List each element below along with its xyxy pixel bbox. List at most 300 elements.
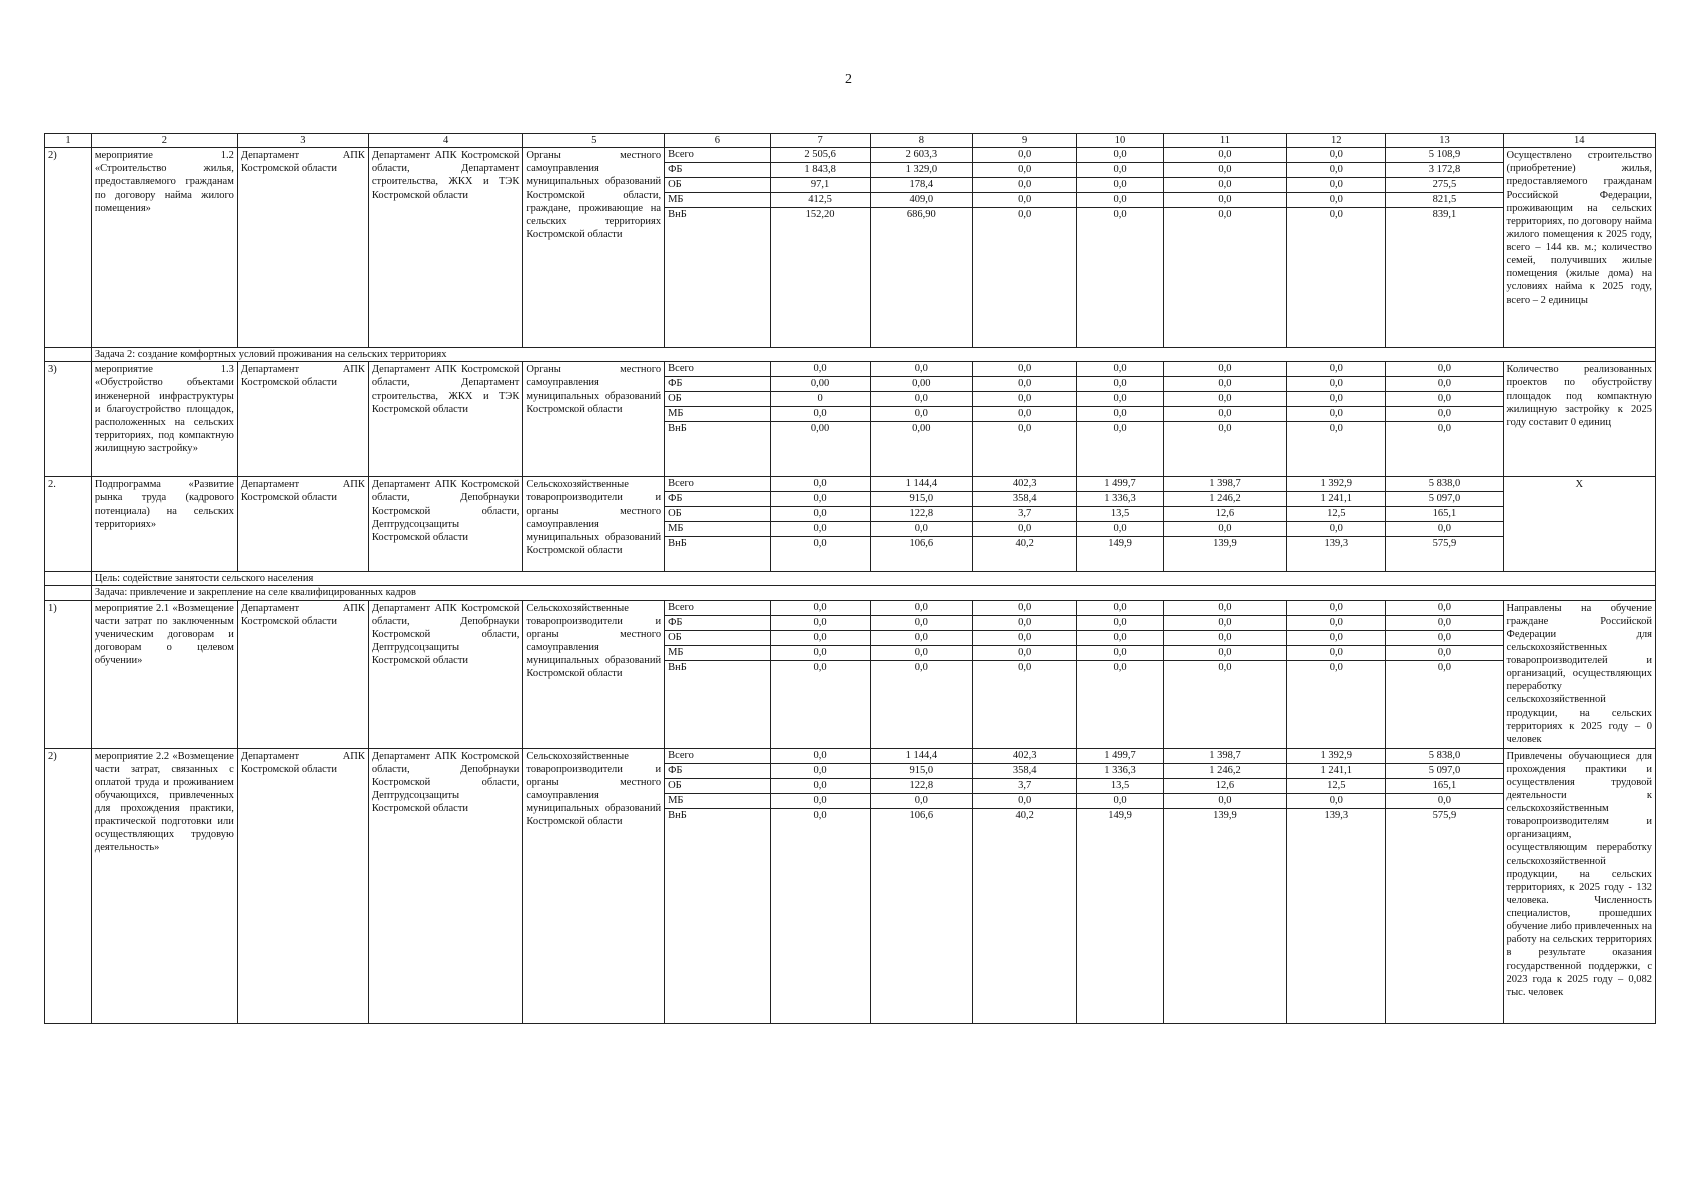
funding-col-11-value: 0,0	[1164, 601, 1287, 616]
funding-col-11-value: 0,0	[1164, 362, 1287, 377]
funding-col-8	[870, 148, 972, 348]
column-number: 5	[523, 134, 665, 148]
funding-col-8	[870, 362, 972, 477]
funding-col-8-value: 0,0	[871, 630, 972, 645]
funding-col-7-value: 0,0	[771, 522, 870, 537]
funding-col-11-value: 1 246,2	[1164, 763, 1287, 778]
funding-col-13-value: 0,0	[1386, 522, 1502, 537]
funding-col-11-value: 0,0	[1164, 178, 1287, 193]
column-number: 4	[368, 134, 522, 148]
funding-col-13	[1386, 748, 1503, 1023]
funding-col-11-value: 0,0	[1164, 193, 1287, 208]
funding-col-10-value: 0,0	[1077, 377, 1162, 392]
empty-cell	[45, 572, 92, 586]
funding-col-8-value: 1 144,4	[871, 477, 972, 492]
funding-col-12	[1287, 362, 1386, 477]
fund-source-value: ФБ	[665, 492, 769, 507]
funding-col-7-value: 0,0	[771, 601, 870, 616]
funding-col-10-value: 0,0	[1077, 178, 1162, 193]
funding-col-13-value: 165,1	[1386, 507, 1502, 522]
participants: Органы местного самоуправления муниципальных образований Костромской области, граждане, проживающие на сельских территориях Костромской области	[523, 148, 665, 348]
column-number: 14	[1503, 134, 1655, 148]
fund-source-value: МБ	[665, 645, 769, 660]
funding-col-7-value: 0,0	[771, 492, 870, 507]
funding-col-10-value: 0,0	[1077, 392, 1162, 407]
funding-col-9-value: 3,7	[973, 507, 1076, 522]
column-number: 8	[870, 134, 972, 148]
responsible-executor: Департамент АПК Костромской области	[237, 362, 368, 477]
funding-col-9-value: 0,0	[973, 377, 1076, 392]
funding-col-9-value: 0,0	[973, 793, 1076, 808]
funding-col-10-value: 0,0	[1077, 793, 1162, 808]
co-executors: Департамент АПК Костромской области, Департамент строительства, ЖКХ и ТЭК Костромской области	[368, 362, 522, 477]
funding-col-9-value: 0,0	[973, 148, 1076, 163]
funding-col-10-value: 0,0	[1077, 148, 1162, 163]
funding-col-10	[1077, 477, 1163, 572]
funding-col-12-value: 0,0	[1287, 362, 1385, 377]
funding-col-9-value: 0,0	[1018, 661, 1032, 673]
funding-col-8-value: 0,0	[871, 392, 972, 407]
funding-col-11-value: 0,0	[1218, 209, 1232, 221]
funding-col-10	[1077, 748, 1163, 1023]
funding-col-13-value: 3 172,8	[1386, 163, 1502, 178]
funding-col-10-value: 1 336,3	[1077, 763, 1162, 778]
column-number: 12	[1287, 134, 1386, 148]
fund-source-value: ОБ	[665, 630, 769, 645]
funding-col-9-value: 3,7	[973, 778, 1076, 793]
funding-col-7-value: 0,0	[771, 793, 870, 808]
fund-source-value: Всего	[665, 749, 769, 764]
funding-col-9	[972, 600, 1076, 748]
funding-col-13-value: 5 097,0	[1386, 492, 1502, 507]
page-number: 2	[845, 72, 852, 87]
funding-col-12-value: 0,0	[1287, 601, 1385, 616]
funding-col-8-value: 0,0	[871, 407, 972, 422]
funding-col-9-value: 0,0	[973, 392, 1076, 407]
funding-col-10-value: 0,0	[1077, 645, 1162, 660]
funding-col-11-value: 139,9	[1213, 538, 1237, 550]
funding-col-7-value: 0,0	[771, 507, 870, 522]
funding-col-11-value: 1 398,7	[1164, 749, 1287, 764]
funding-col-10-value: 0,0	[1113, 423, 1127, 435]
funding-col-7-value: 0,00	[771, 377, 870, 392]
funding-col-12-value: 1 241,1	[1287, 492, 1385, 507]
funding-col-9-value: 40,2	[1015, 538, 1034, 550]
fund-source	[665, 600, 770, 748]
funding-col-11-value: 1 246,2	[1164, 492, 1287, 507]
funding-col-12-value: 0,0	[1287, 793, 1385, 808]
funding-col-7-value: 0,0	[813, 661, 827, 673]
funding-col-11	[1163, 748, 1287, 1023]
funding-col-8	[870, 748, 972, 1023]
funding-col-8-value: 2 603,3	[871, 148, 972, 163]
funding-col-13-value: 0,0	[1386, 362, 1502, 377]
funding-col-13-value: 0,0	[1386, 407, 1502, 422]
responsible-executor: Департамент АПК Костромской области	[237, 148, 368, 348]
funding-col-13-value: 275,5	[1386, 178, 1502, 193]
empty-cell	[45, 348, 92, 362]
measure-name: мероприятие 2.1 «Возмещение части затрат по заключенным ученическим договорам и договорам о целевом обучении»	[91, 600, 237, 748]
goal-heading-row	[45, 572, 1656, 586]
measure-name: Подпрограмма «Развитие рынка труда (кадрового потенциала) на сельских территориях»	[91, 477, 237, 572]
funding-col-12-value: 0,0	[1287, 630, 1385, 645]
funding-col-8-value: 122,8	[871, 507, 972, 522]
funding-col-12-value: 0,0	[1287, 178, 1385, 193]
funding-col-8-value: 106,6	[909, 809, 934, 821]
funding-col-11-value: 0,0	[1164, 392, 1287, 407]
funding-col-7-value: 0	[771, 392, 870, 407]
funding-col-9	[972, 148, 1076, 348]
funding-col-8-value: 0,0	[871, 362, 972, 377]
funding-col-11-value: 0,0	[1164, 377, 1287, 392]
table-row	[45, 477, 1656, 572]
funding-col-7-value: 0,0	[813, 538, 827, 550]
funding-col-10-value: 13,5	[1077, 507, 1162, 522]
funding-col-12-value: 0,0	[1287, 645, 1385, 660]
measure-name: мероприятие 2.2 «Возмещение части затрат, связанных с оплатой труда и проживанием обучающихся, привлеченных для прохождения практики, практической подготовки или осуществляющих трудовую деятельность»	[91, 748, 237, 1023]
funding-col-10-value: 1 499,7	[1077, 477, 1162, 492]
funding-col-13-value: 0,0	[1386, 630, 1502, 645]
funding-col-10-value: 149,9	[1108, 809, 1132, 821]
funding-col-11-value: 0,0	[1164, 630, 1287, 645]
fund-source-value: ФБ	[665, 763, 769, 778]
funding-col-7-value: 0,0	[813, 809, 827, 821]
row-number: 2)	[45, 748, 92, 1023]
responsible-executor: Департамент АПК Костромской области	[237, 600, 368, 748]
measure-name: мероприятие 1.2 «Строительство жилья, предоставляемого гражданам по договору найма жилого помещения»	[91, 148, 237, 348]
funding-col-8-value: 106,6	[909, 538, 934, 550]
funding-col-13-value: 821,5	[1386, 193, 1502, 208]
fund-source	[665, 748, 770, 1023]
funding-col-13	[1386, 362, 1503, 477]
funding-col-10	[1077, 362, 1163, 477]
task-heading-row	[45, 586, 1656, 600]
row-number: 3)	[45, 362, 92, 477]
funding-col-8-value: 122,8	[871, 778, 972, 793]
funding-col-11-value: 1 398,7	[1164, 477, 1287, 492]
funding-col-12	[1287, 748, 1386, 1023]
funding-col-13-value: 575,9	[1432, 538, 1457, 550]
funding-col-8-value: 0,0	[914, 661, 928, 673]
funding-col-7	[770, 362, 870, 477]
co-executors: Департамент АПК Костромской области, Депобрнауки Костромской области, Дептрудсоцзащиты Костромской области	[368, 477, 522, 572]
row-number: 2)	[45, 148, 92, 348]
funding-col-7-value: 0,0	[771, 749, 870, 764]
funding-col-9-value: 402,3	[973, 477, 1076, 492]
funding-col-9-value: 0,0	[973, 522, 1076, 537]
task-heading-row	[45, 348, 1656, 362]
fund-source	[665, 477, 770, 572]
participants: Сельскохозяйственные товаропроизводители и органы местного самоуправления муниципальных образований Костромской области	[523, 477, 665, 572]
funding-col-10-value: 0,0	[1113, 661, 1127, 673]
funding-col-13-value: 5 097,0	[1386, 763, 1502, 778]
funding-col-11-value: 0,0	[1164, 793, 1287, 808]
fund-source-value: ФБ	[665, 377, 769, 392]
funding-col-10-value: 0,0	[1077, 522, 1162, 537]
funding-col-7-value: 0,0	[771, 645, 870, 660]
funding-col-7-value: 97,1	[771, 178, 870, 193]
funding-col-13-value: 0,0	[1386, 615, 1502, 630]
funding-col-12-value: 0,0	[1287, 148, 1385, 163]
fund-source-value: ФБ	[665, 615, 769, 630]
funding-col-7-value: 2 505,6	[771, 148, 870, 163]
expected-result: Привлечены обучающиеся для прохождения практики и осуществления трудовой деятельности к сельскохозяйственным товаропроизводителям и организациям, осуществляющим переработку сельскохозяйственной продукции, на сельских территориях, к 2025 году - 132 человека. Численность специалистов, прошедших обучение либо привлеченных на работу на сельских территориях в результате оказания государственной поддержки, с 2023 года к 2025 году – 0,082 тыс. человек	[1503, 748, 1655, 1023]
goal-heading: Цель: содействие занятости сельского населения	[91, 572, 1655, 586]
funding-col-8-value: 0,0	[871, 522, 972, 537]
funding-col-9-value: 0,0	[1018, 209, 1032, 221]
funding-col-11-value: 0,0	[1164, 163, 1287, 178]
funding-col-9	[972, 477, 1076, 572]
funding-col-10-value: 0,0	[1077, 193, 1162, 208]
funding-col-7-value: 0,0	[771, 477, 870, 492]
funding-col-11-value: 0,0	[1164, 645, 1287, 660]
fund-source-value: Всего	[665, 148, 769, 163]
funding-col-12-value: 0,0	[1287, 392, 1385, 407]
funding-col-7-value: 0,0	[771, 778, 870, 793]
funding-col-12-value: 0,0	[1329, 209, 1343, 221]
table-row	[45, 148, 1656, 348]
funding-col-7-value: 0,0	[771, 763, 870, 778]
funding-col-10-value: 1 336,3	[1077, 492, 1162, 507]
column-number: 6	[665, 134, 770, 148]
funding-col-12-value: 12,5	[1287, 778, 1385, 793]
fund-source-value: Всего	[665, 477, 769, 492]
measure-name: мероприятие 1.3 «Обустройство объектами инженерной инфраструктуры и благоустройство площадок, расположенных на сельских территориях, под компактную жилищную застройку»	[91, 362, 237, 477]
table-row	[45, 748, 1656, 1023]
funding-col-8	[870, 477, 972, 572]
funding-col-11-value: 0,0	[1164, 148, 1287, 163]
funding-col-13-value: 0,0	[1386, 377, 1502, 392]
funding-col-7-value: 0,00	[810, 423, 830, 435]
funding-col-10-value: 13,5	[1077, 778, 1162, 793]
funding-col-13-value: 0,0	[1437, 423, 1451, 435]
funding-col-11-value: 0,0	[1164, 407, 1287, 422]
funding-col-13-value: 5 838,0	[1386, 477, 1502, 492]
funding-col-13-value: 0,0	[1437, 661, 1451, 673]
funding-col-13-value: 0,0	[1386, 601, 1502, 616]
funding-col-7-value: 0,0	[771, 407, 870, 422]
funding-col-11-value: 12,6	[1164, 507, 1287, 522]
participants: Сельскохозяйственные товаропроизводители и органы местного самоуправления муниципальных образований Костромской области	[523, 748, 665, 1023]
responsible-executor: Департамент АПК Костромской области	[237, 748, 368, 1023]
expected-result: Х	[1503, 477, 1655, 572]
expected-result: Осуществлено строительство (приобретение) жилья, предоставляемого гражданам Российской Федерации, проживающим на сельских территориях, по договору найма жилого помещения к 2025 году, всего – 144 кв. м.; количество семей, получивших жилые помещения (жилые дома) на условиях найма к 2025 году, всего – 2 единицы	[1503, 148, 1655, 348]
funding-col-8-value: 0,0	[871, 601, 972, 616]
funding-col-13-value: 0,0	[1386, 392, 1502, 407]
funding-col-8-value: 915,0	[871, 492, 972, 507]
funding-col-8-value: 0,0	[871, 645, 972, 660]
participants: Органы местного самоуправления муниципальных образований Костромской области	[523, 362, 665, 477]
responsible-executor: Департамент АПК Костромской области	[237, 477, 368, 572]
fund-source-value: ВнБ	[668, 661, 687, 673]
column-number: 7	[770, 134, 870, 148]
funding-col-9-value: 0,0	[973, 630, 1076, 645]
row-number: 1)	[45, 600, 92, 748]
funding-col-7	[770, 148, 870, 348]
funding-col-10-value: 149,9	[1108, 538, 1132, 550]
funding-col-9	[972, 362, 1076, 477]
funding-col-9-value: 0,0	[973, 178, 1076, 193]
funding-col-7-value: 0,0	[771, 362, 870, 377]
task-heading: Задача 2: создание комфортных условий проживания на сельских территориях	[91, 348, 1655, 362]
funding-col-11-value: 139,9	[1213, 809, 1237, 821]
funding-col-7-value: 0,0	[771, 630, 870, 645]
fund-source-value: ВнБ	[668, 423, 687, 435]
funding-col-7-value: 412,5	[771, 193, 870, 208]
co-executors: Департамент АПК Костромской области, Депобрнауки Костромской области, Дептрудсоцзащиты Костромской области	[368, 600, 522, 748]
funding-col-10-value: 0,0	[1113, 209, 1127, 221]
funding-col-13-value: 5 108,9	[1386, 148, 1502, 163]
funding-col-11-value: 0,0	[1164, 615, 1287, 630]
funding-col-9	[972, 748, 1076, 1023]
funding-col-12-value: 0,0	[1287, 163, 1385, 178]
funding-col-13-value: 5 838,0	[1386, 749, 1502, 764]
funding-col-7-value: 1 843,8	[771, 163, 870, 178]
table-row	[45, 362, 1656, 477]
funding-col-9-value: 0,0	[973, 163, 1076, 178]
funding-col-9-value: 0,0	[973, 407, 1076, 422]
funding-col-9-value: 0,0	[973, 615, 1076, 630]
column-number: 3	[237, 134, 368, 148]
funding-col-11-value: 0,0	[1218, 423, 1232, 435]
column-number: 13	[1386, 134, 1503, 148]
fund-source	[665, 148, 770, 348]
funding-col-8-value: 0,00	[871, 377, 972, 392]
funding-col-8-value: 1 329,0	[871, 163, 972, 178]
fund-source-value: ВнБ	[668, 209, 687, 221]
column-number: 11	[1163, 134, 1287, 148]
funding-col-11	[1163, 148, 1287, 348]
funding-col-11	[1163, 477, 1287, 572]
funding-col-9-value: 0,0	[973, 601, 1076, 616]
funding-col-12-value: 139,3	[1324, 538, 1349, 550]
funding-col-10-value: 0,0	[1077, 362, 1162, 377]
funding-col-10-value: 0,0	[1077, 601, 1162, 616]
funding-col-13-value: 165,1	[1386, 778, 1502, 793]
task-heading: Задача: привлечение и закрепление на селе квалифицированных кадров	[91, 586, 1655, 600]
fund-source-value: ОБ	[665, 392, 769, 407]
funding-col-10-value: 0,0	[1077, 407, 1162, 422]
funding-col-10-value: 0,0	[1077, 163, 1162, 178]
funding-col-8-value: 0,00	[912, 423, 931, 435]
co-executors: Департамент АПК Костромской области, Депобрнауки Костромской области, Дептрудсоцзащиты Костромской области	[368, 748, 522, 1023]
funding-col-12-value: 0,0	[1329, 661, 1343, 673]
funding-col-13-value: 575,9	[1432, 809, 1457, 821]
empty-cell	[45, 586, 92, 600]
funding-col-8-value: 915,0	[871, 763, 972, 778]
funding-col-13	[1386, 600, 1503, 748]
funding-col-9-value: 0,0	[973, 362, 1076, 377]
funding-col-8-value: 0,0	[871, 615, 972, 630]
funding-col-11-value: 0,0	[1164, 522, 1287, 537]
funding-col-12-value: 0,0	[1287, 522, 1385, 537]
funding-col-13-value: 0,0	[1386, 645, 1502, 660]
funding-col-13	[1386, 477, 1503, 572]
funding-col-10	[1077, 148, 1163, 348]
fund-source	[665, 362, 770, 477]
funding-col-11-value: 0,0	[1218, 661, 1232, 673]
funding-col-12-value: 0,0	[1287, 377, 1385, 392]
fund-source-value: Всего	[665, 362, 769, 377]
funding-col-9-value: 0,0	[1018, 423, 1032, 435]
funding-col-12-value: 1 392,9	[1287, 477, 1385, 492]
funding-col-12-value: 0,0	[1329, 423, 1343, 435]
fund-source-value: МБ	[665, 407, 769, 422]
funding-col-12-value: 0,0	[1287, 193, 1385, 208]
fund-source-value: Всего	[665, 601, 769, 616]
funding-col-8-value: 686,90	[906, 209, 936, 221]
fund-source-value: ОБ	[665, 178, 769, 193]
expected-result: Количество реализованных проектов по обустройству площадок под компактную жилищную застройку к 2025 году составит 0 единиц	[1503, 362, 1655, 477]
fund-source-value: ВнБ	[668, 809, 687, 821]
funding-col-7	[770, 600, 870, 748]
funding-col-8	[870, 600, 972, 748]
funding-col-9-value: 358,4	[973, 763, 1076, 778]
fund-source-value: ОБ	[665, 778, 769, 793]
row-number: 2.	[45, 477, 92, 572]
header-row	[45, 134, 1656, 148]
funding-col-12-value: 0,0	[1287, 615, 1385, 630]
funding-col-11	[1163, 362, 1287, 477]
funding-col-8-value: 0,0	[871, 793, 972, 808]
fund-source-value: ВнБ	[668, 538, 687, 550]
funding-col-10	[1077, 600, 1163, 748]
funding-col-12-value: 1 241,1	[1287, 763, 1385, 778]
funding-col-7	[770, 477, 870, 572]
funding-col-7-value: 0,0	[771, 615, 870, 630]
funding-col-9-value: 40,2	[1015, 809, 1034, 821]
funding-col-9-value: 0,0	[973, 645, 1076, 660]
column-number: 10	[1077, 134, 1163, 148]
column-number: 9	[972, 134, 1076, 148]
funding-col-8-value: 409,0	[871, 193, 972, 208]
funding-col-7	[770, 748, 870, 1023]
funding-col-10-value: 1 499,7	[1077, 749, 1162, 764]
funding-col-12-value: 12,5	[1287, 507, 1385, 522]
expected-result: Направлены на обучение граждане Российской Федерации для сельскохозяйственных товаропроизводителей и организаций, осуществляющих переработку сельскохозяйственной продукции, на сельских территориях к 2025 году – 0 человек	[1503, 600, 1655, 748]
funding-col-9-value: 0,0	[973, 193, 1076, 208]
funding-col-11	[1163, 600, 1287, 748]
funding-col-12	[1287, 600, 1386, 748]
fund-source-value: МБ	[665, 193, 769, 208]
fund-source-value: ОБ	[665, 507, 769, 522]
funding-col-9-value: 402,3	[973, 749, 1076, 764]
participants: Сельскохозяйственные товаропроизводители и органы местного самоуправления муниципальных образований Костромской области	[523, 600, 665, 748]
table-row	[45, 600, 1656, 748]
column-number: 2	[91, 134, 237, 148]
funding-col-9-value: 358,4	[973, 492, 1076, 507]
fund-source-value: МБ	[665, 793, 769, 808]
funding-col-10-value: 0,0	[1077, 615, 1162, 630]
program-table	[44, 133, 1656, 1024]
funding-col-12	[1287, 477, 1386, 572]
funding-col-8-value: 178,4	[871, 178, 972, 193]
funding-col-12-value: 1 392,9	[1287, 749, 1385, 764]
funding-col-13-value: 839,1	[1432, 209, 1457, 221]
funding-col-12-value: 0,0	[1287, 407, 1385, 422]
funding-col-13	[1386, 148, 1503, 348]
fund-source-value: МБ	[665, 522, 769, 537]
fund-source-value: ФБ	[665, 163, 769, 178]
co-executors: Департамент АПК Костромской области, Департамент строительства, ЖКХ и ТЭК Костромской области	[368, 148, 522, 348]
funding-col-12	[1287, 148, 1386, 348]
funding-col-11-value: 12,6	[1164, 778, 1287, 793]
funding-col-7-value: 152,20	[805, 209, 835, 221]
funding-col-12-value: 139,3	[1324, 809, 1349, 821]
funding-col-8-value: 1 144,4	[871, 749, 972, 764]
funding-col-13-value: 0,0	[1386, 793, 1502, 808]
funding-col-10-value: 0,0	[1077, 630, 1162, 645]
